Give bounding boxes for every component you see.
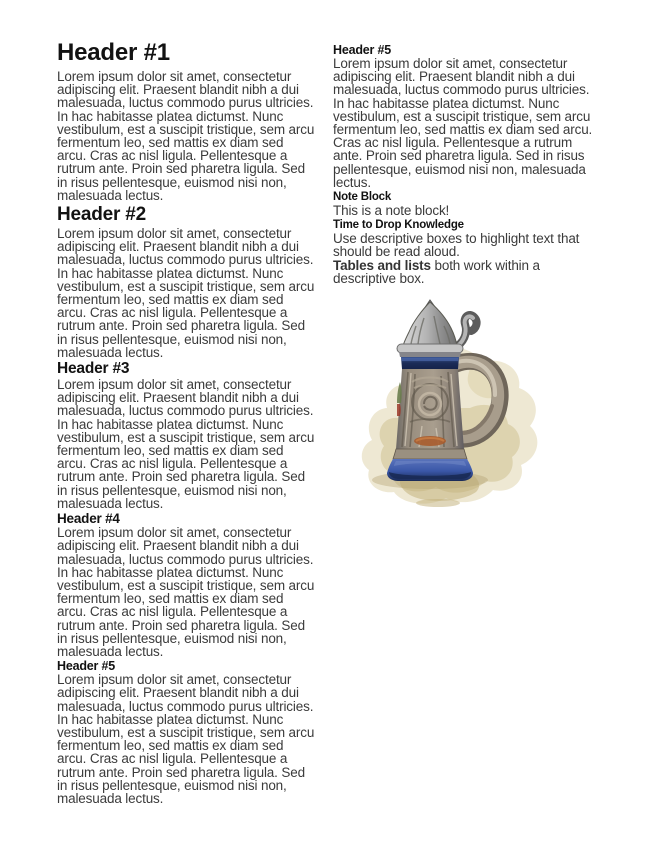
right-column (333, 42, 603, 285)
stein-body (396, 369, 464, 449)
paragraph-5: Lorem ipsum dolor sit amet, consectetur adipiscing elit. Praesent blandit nibh a dui malesuada, luctus commodo purus ultricies. In hac habitasse platea dictumst. Nunc vestibulum, est a suscipit tristique, sem arcu fermentum leo, sed mattis ex diam sed arcu. Cras ac nisl ligula. Pellentesque a rutrum ante. Proin sed pharetra ligula. Sed in risus pellentesque, euismod nisi non, malesuada lectus. (57, 672, 315, 806)
base-rim (393, 449, 467, 459)
knowledge-title: Time to Drop Knowledge (333, 219, 464, 232)
header-5-left: Header #5 (57, 659, 115, 674)
beer-stein-illustration (352, 296, 544, 514)
paragraph-6: Lorem ipsum dolor sit amet, consectetur adipiscing elit. Praesent blandit nibh a dui malesuada, luctus commodo purus ultricies. In hac habitasse platea dictumst. Nunc vestibulum, est a suscipit tristique, sem arcu fermentum leo, sed mattis ex diam sed arcu. Cras ac nisl ligula. Pellentesque a rutrum ante. Proin sed pharetra ligula. Sed in risus pellentesque, euismod nisi non, malesuada lectus. (333, 56, 593, 190)
header-5-right: Header #5 (333, 43, 391, 57)
header-3: Header #3 (57, 360, 130, 378)
beer-stein-figure (352, 296, 544, 514)
pewter-lid (397, 300, 463, 357)
header-4: Header #4 (57, 511, 120, 527)
note-block-text: This is a note block! (333, 203, 450, 219)
tables-note-bold: Tables and lists (333, 257, 431, 273)
header-1: Header #1 (57, 39, 170, 66)
knowledge-text: Use descriptive boxes to highlight text that should be read aloud. (333, 231, 580, 260)
note-block-title: Note Block (333, 191, 392, 204)
paragraph-3: Lorem ipsum dolor sit amet, consectetur adipiscing elit. Praesent blandit nibh a dui malesuada, luctus commodo purus ultricies. In hac habitasse platea dictumst. Nunc vestibulum, est a suscipit tristique, sem arcu fermentum leo, sed mattis ex diam sed arcu. Cras ac nisl ligula. Pellentesque a rutrum ante. Proin sed pharetra ligula. Sed in risus pellentesque, euismod nisi non, malesuada lectus. (57, 377, 315, 511)
header-2: Header #2 (57, 204, 147, 226)
blue-foot (387, 459, 473, 481)
paragraph-4: Lorem ipsum dolor sit amet, consectetur adipiscing elit. Praesent blandit nibh a dui malesuada, luctus commodo purus ultricies. In hac habitasse platea dictumst. Nunc vestibulum, est a suscipit tristique, sem arcu fermentum leo, sed mattis ex diam sed arcu. Cras ac nisl ligula. Pellentesque a rutrum ante. Proin sed pharetra ligula. Sed in risus pellentesque, euismod nisi non, malesuada lectus. (57, 525, 315, 659)
paragraph-1: Lorem ipsum dolor sit amet, consectetur adipiscing elit. Praesent blandit nibh a dui malesuada, luctus commodo purus ultricies. In hac habitasse platea dictumst. Nunc vestibulum, est a suscipit tristique, sem arcu fermentum leo, sed mattis ex diam sed arcu. Cras ac nisl ligula. Pellentesque a rutrum ante. Proin sed pharetra ligula. Sed in risus pellentesque, euismod nisi non, malesuada lectus. (57, 69, 315, 203)
paragraph-2: Lorem ipsum dolor sit amet, consectetur adipiscing elit. Praesent blandit nibh a dui malesuada, luctus commodo purus ultricies. In hac habitasse platea dictumst. Nunc vestibulum, est a suscipit tristique, sem arcu fermentum leo, sed mattis ex diam sed arcu. Cras ac nisl ligula. Pellentesque a rutrum ante. Proin sed pharetra ligula. Sed in risus pellentesque, euismod nisi non, malesuada lectus. (57, 226, 315, 360)
tables-note-rest: both work within a descriptive box. (333, 257, 540, 286)
lid-thumb-lever (454, 315, 477, 348)
left-column (57, 40, 315, 805)
tables-note (333, 259, 603, 285)
